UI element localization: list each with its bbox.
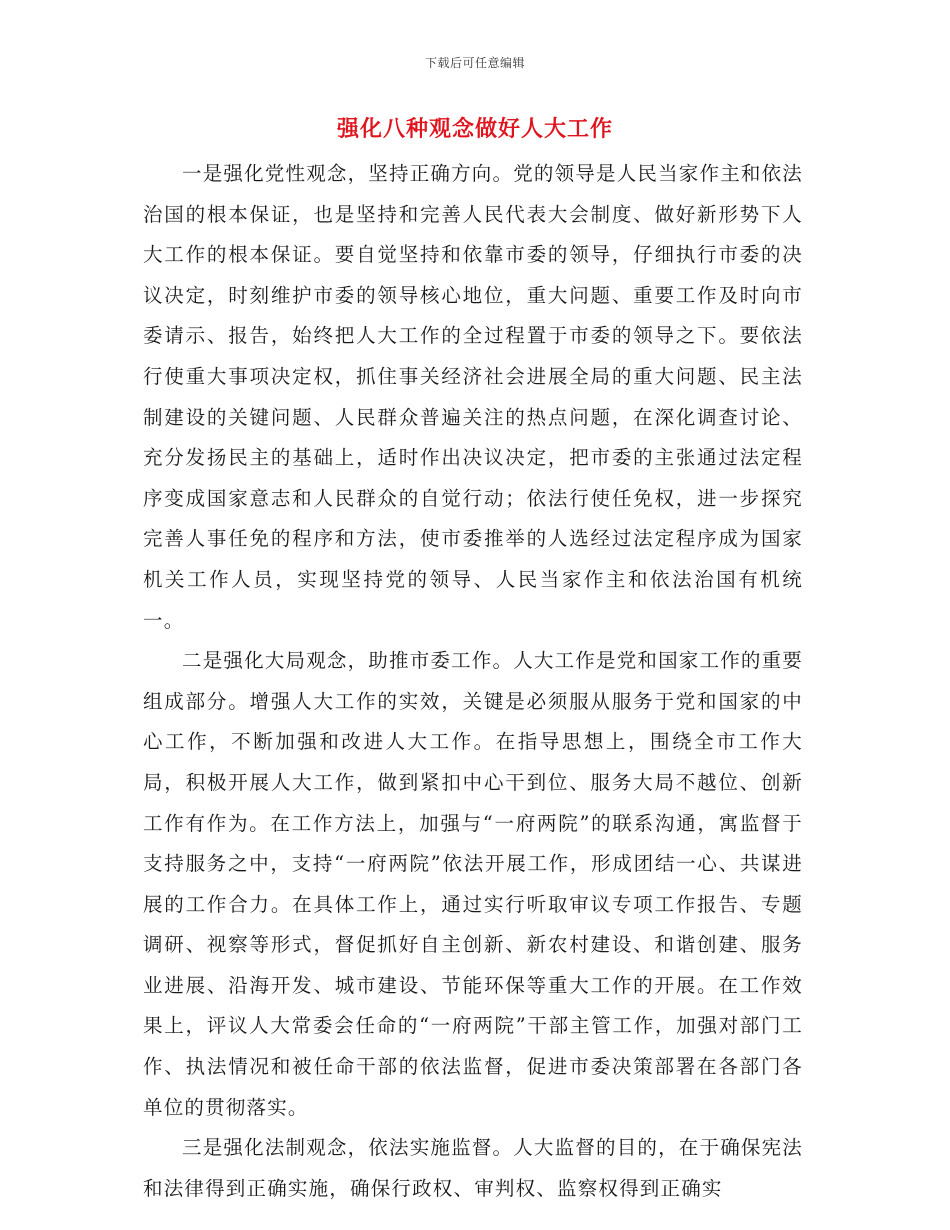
- page-header-note: 下载后可任意编辑: [424, 56, 525, 70]
- paragraph-2: 二是强化大局观念，助推市委工作。人大工作是党和国家工作的重要组成部分。增强人大工作的实效，关键是必须服从服务于党和国家的中心工作，不断加强和改进人大工作。在指导思想上，围绕全市工作大局，积极开展人大工作，做到紧扣中心干到位、服务大局不越位、创新工作有作为。在工作方法上，加强与“一府两院”的联系沟通，寓监督于支持服务之中，支持“一府两院”依法开展工作，形成团结一心、共谋进展的工作合力。在具体工作上，通过实行听取审议专项工作报告、专题调研、视察等形式，督促抓好自主创新、新农村建设、和谐创建、服务业进展、沿海开发、城市建设、节能环保等重大工作的开展。在工作效果上，评议人大常委会任命的“一府两院”干部主管工作，加强对部门工作、执法情况和被任命干部的依法监督，促进市委决策部署在各部门各单位的贯彻落实。: [143, 649, 804, 1119]
- paragraph-1: 一是强化党性观念，坚持正确方向。党的领导是人民当家作主和依法治国的根本保证，也是坚持和完善人民代表大会制度、做好新形势下人大工作的根本保证。要自觉坚持和依靠市委的领导，仔细执行市委的决议决定，时刻维护市委的领导核心地位，重大问题、重要工作及时向市委请示、报告，始终把人大工作的全过程置于市委的领导之下。要依法行使重大事项决定权，抓住事关经济社会进展全局的重大问题、民主法制建设的关键问题、人民群众普遍关注的热点问题，在深化调查讨论、充分发扬民主的基础上，适时作出决议决定，把市委的主张通过法定程序变成国家意志和人民群众的自觉行动；依法行使任免权，进一步探究完善人事任免的程序和方法，使市委推举的人选经过法定程序成为国家机关工作人员，实现坚持党的领导、人民当家作主和依法治国有机统一。: [143, 162, 804, 632]
- document-body: [143, 154, 803, 1209]
- document-title: 强化八种观念做好人大工作: [336, 117, 613, 142]
- paragraph-3: 三是强化法制观念，依法实施监督。人大监督的目的，在于确保宪法和法律得到正确实施，确保行政权、审判权、监察权得到正确实: [143, 1136, 804, 1200]
